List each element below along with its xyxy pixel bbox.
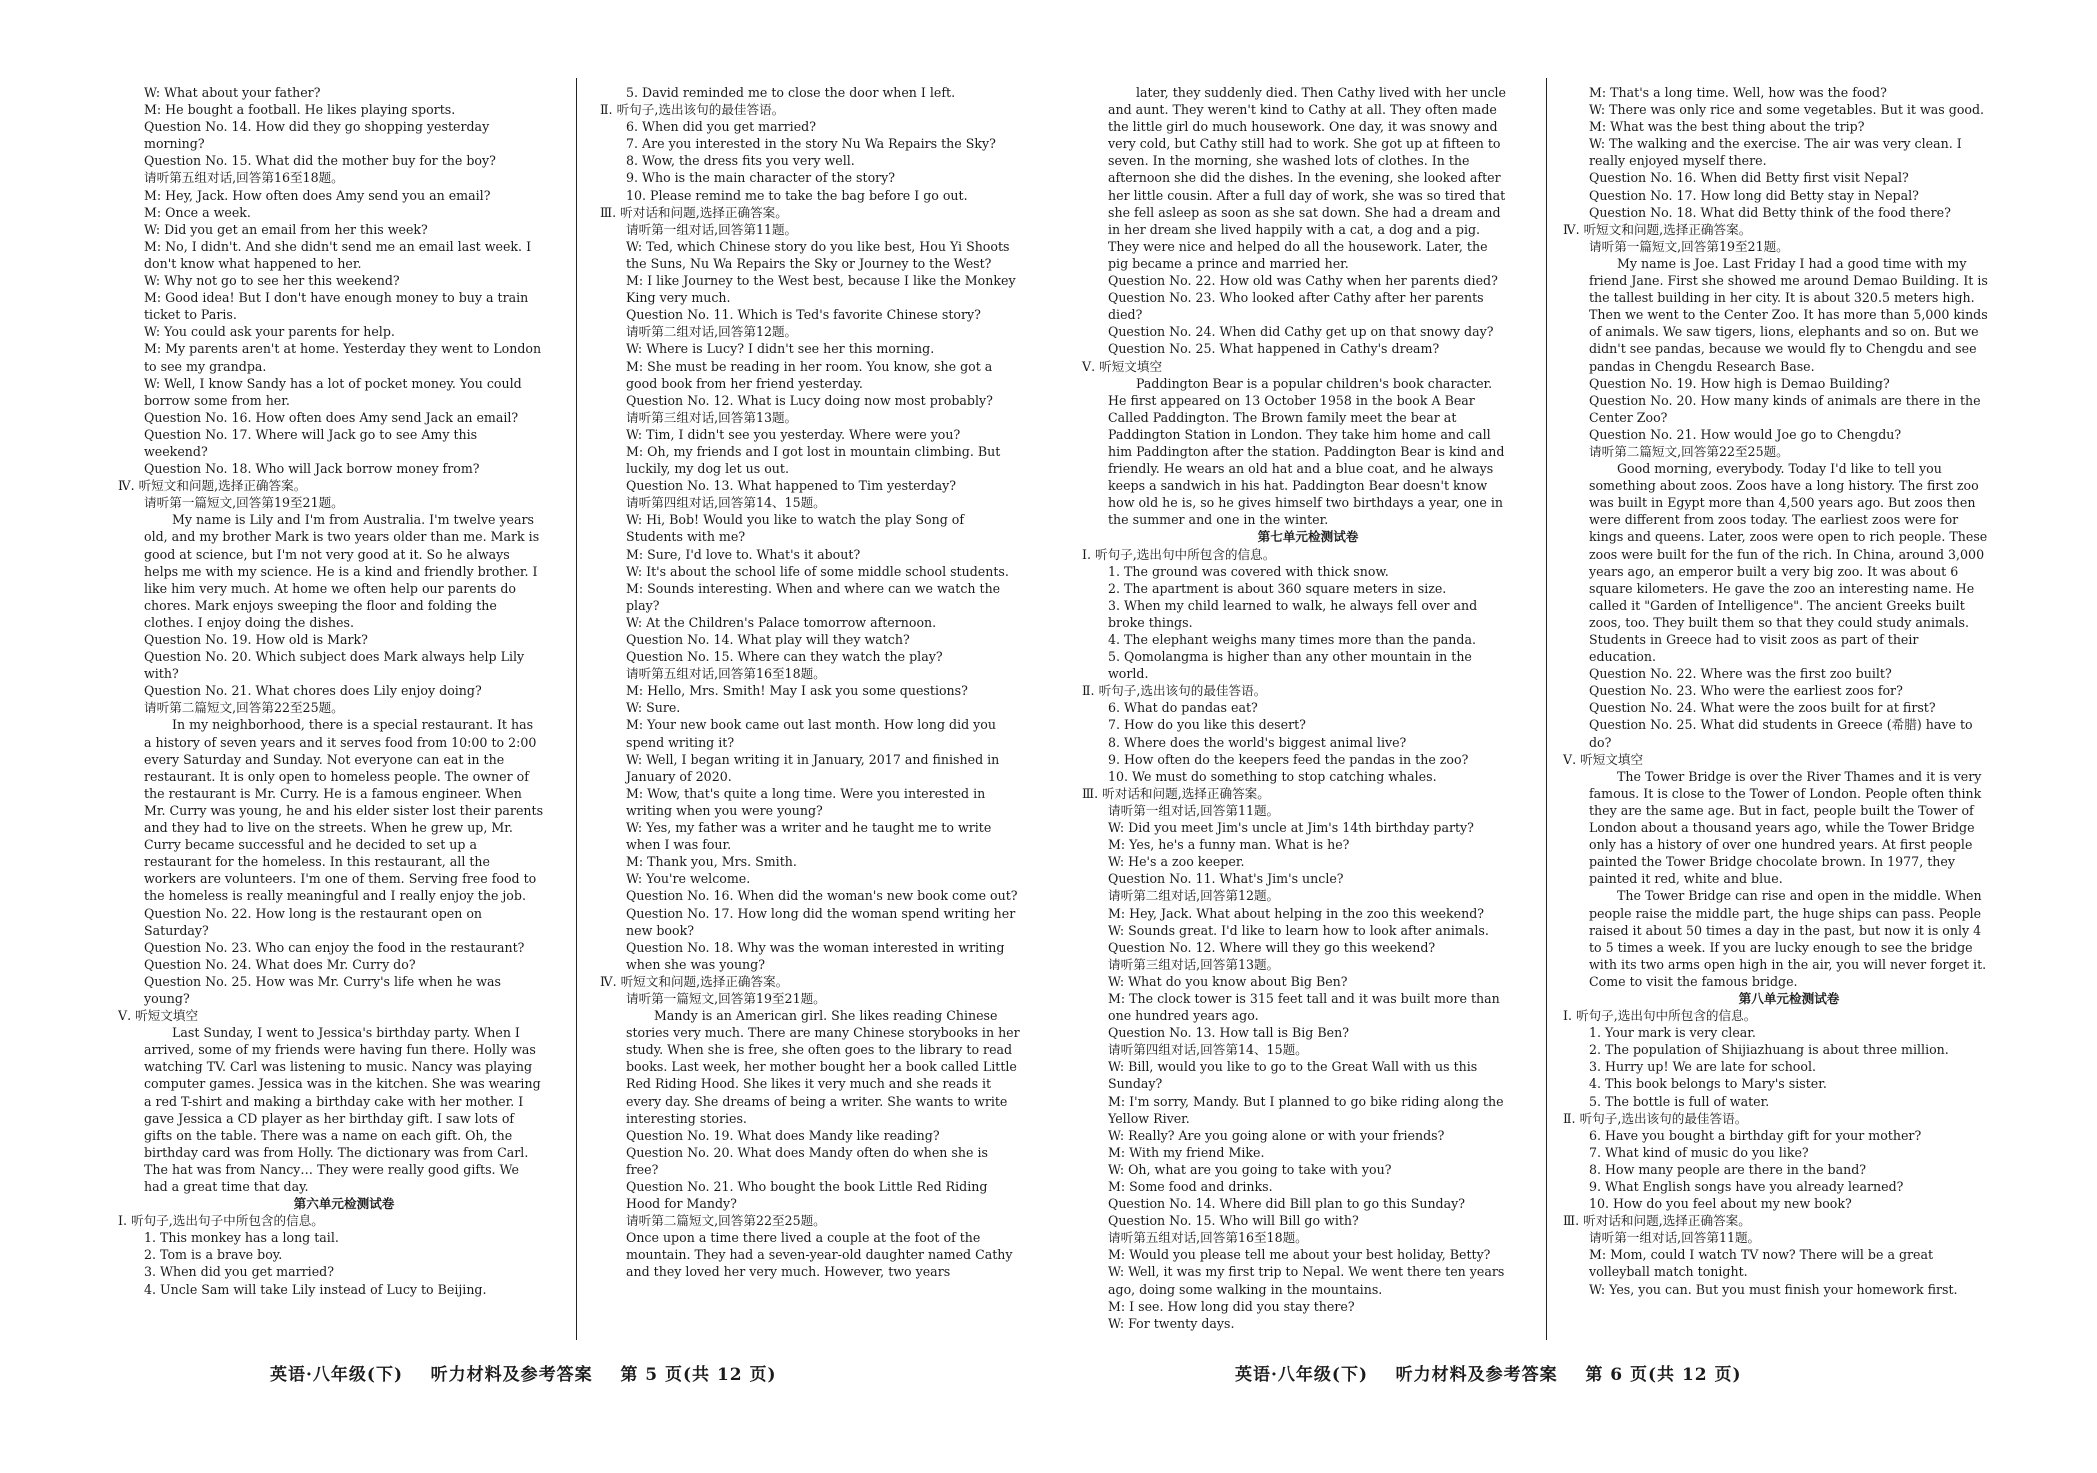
text-line: Question No. 22. Where was the first zoo built? <box>1589 666 1892 682</box>
text-line: 请听第三组对话,回答第13题。 <box>1108 956 1280 972</box>
text-line: M: He bought a football. He likes playing sports. <box>144 102 456 118</box>
text-line: 5. Qomolangma is higher than any other mountain in the world. <box>1108 649 1472 682</box>
text-line: 4. This book belongs to Mary's sister. <box>1589 1076 1827 1092</box>
text-line: W: Well, I began writing it in January, 2017 and finished in January of 2020. <box>626 751 1000 784</box>
text-line: 1. Your mark is very clear. <box>1589 1025 1756 1041</box>
text-line: 请听第五组对话,回答第16至18题。 <box>144 170 344 186</box>
text-line: M: I see. How long did you stay there? <box>1108 1298 1355 1314</box>
text-line: M: The clock tower is 315 feet tall and it was built more than one hundred years ago. <box>1108 990 1500 1024</box>
text-line: W: Yes, my father was a writer and he taught me to write when I was four. <box>626 820 992 853</box>
text-line: Question No. 23. Who looked after Cathy after her parents died? <box>1108 290 1484 323</box>
text-line: Ⅰ. 听句子,选出句中所包含的信息。 <box>1082 546 1276 562</box>
text-line: Question No. 17. How long did the woman spend writing her new book? <box>626 905 1016 938</box>
text-line: Ⅰ. 听句子,选出句子中所包含的信息。 <box>118 1213 324 1229</box>
text-line: Question No. 14. Where did Bill plan to go this Sunday? <box>1108 1196 1465 1212</box>
text-line: 请听第一篇短文,回答第19至21题。 <box>144 495 344 511</box>
text-line: Question No. 15. What did the mother buy for the boy? <box>144 153 496 169</box>
text-line: Paddington Bear is a popular children's book character. He first appeared on 13 October 1958 in the book A Bear Called Paddington. The Brown family meet the bear at Paddington Station in London. They take him home and call him Paddington after the station. Paddington Bear is kind and friendly. He wears an old hat and a blue coat, and he always keeps a sandwich in his hat. Paddington Bear doesn't know how old he is, so he gives himself two birthdays a year, one in the summer and one in the winter. <box>1108 375 1505 528</box>
text-line: M: Yes, he's a funny man. What is he? <box>1108 837 1350 853</box>
text-line: Ⅲ. 听对话和问题,选择正确答案。 <box>1082 785 1270 801</box>
text-line: W: Did you get an email from her this week? <box>144 221 428 237</box>
text-line: W: You could ask your parents for help. <box>144 324 395 340</box>
text-line: Question No. 16. When did Betty first visit Nepal? <box>1589 170 1909 186</box>
text-line: Once upon a time there lived a couple at the foot of the mountain. They had a seven-year-old daughter named Cathy and they loved her very much. However, two years <box>626 1230 1013 1280</box>
text-line: Question No. 21. How would Joe go to Chengdu? <box>1589 426 1902 442</box>
text-line: 8. Wow, the dress fits you very well. <box>626 153 855 169</box>
text-line: Question No. 19. What does Mandy like reading? <box>626 1127 940 1143</box>
text-line: M: Mom, could I watch TV now? There will be a great volleyball match tonight. <box>1589 1247 1934 1280</box>
text-line: 3. When my child learned to walk, he always fell over and broke things. <box>1108 597 1478 630</box>
text-line: 请听第一组对话,回答第11题。 <box>1589 1230 1761 1246</box>
footer-left: 英语·八年级(下) 听力材料及参考答案 第 5 页(共 12 页) <box>270 1365 777 1385</box>
text-line: 第六单元检测试卷 <box>293 1196 395 1212</box>
text-line: 请听第一组对话,回答第11题。 <box>1108 802 1280 818</box>
text-line: Question No. 13. How tall is Big Ben? <box>1108 1025 1349 1041</box>
text-line: The Tower Bridge is over the River Thames and it is very famous. It is close to the Tower of London. People often think they are the same age. But in fact, people built the Tower of London about a thousand years ago, while the Tower Bridge only has a history of over one hundred years. At first people painted the Tower Bridge chocolate brown. In 1977, they painted it red, white and blue. <box>1589 768 1982 887</box>
text-line: W: Well, it was my first trip to Nepal. We went there ten years ago, doing some walking in the mountains. <box>1108 1264 1505 1297</box>
text-line: Question No. 25. What happened in Cathy's dream? <box>1108 341 1440 357</box>
text-line: 9. Who is the main character of the story? <box>626 170 896 186</box>
text-line: Ⅳ. 听短文和问题,选择正确答案。 <box>1563 221 1752 237</box>
text-line: Ⅴ. 听短文填空 <box>1563 751 1644 767</box>
text-line: 请听第二篇短文,回答第22至25题。 <box>1589 443 1789 459</box>
text-line: Question No. 23. Who can enjoy the food in the restaurant? <box>144 939 525 955</box>
text-line: M: Sounds interesting. When and where can we watch the play? <box>626 580 1001 613</box>
text-line: Ⅳ. 听短文和问题,选择正确答案。 <box>118 478 307 494</box>
text-line: Question No. 18. What did Betty think of the food there? <box>1589 204 1951 220</box>
text-line: W: Oh, what are you going to take with you? <box>1108 1161 1392 1177</box>
text-line: Question No. 17. How long did Betty stay in Nepal? <box>1589 187 1919 203</box>
text-line: M: That's a long time. Well, how was the food? <box>1589 85 1887 100</box>
text-line: 7. How do you like this desert? <box>1108 717 1306 733</box>
text-line: 请听第一篇短文,回答第19至21题。 <box>1589 238 1789 254</box>
text-line: Question No. 15. Who will Bill go with? <box>1108 1213 1359 1229</box>
text-line: 10. Please remind me to take the bag before I go out. <box>626 187 968 203</box>
text-line: The Tower Bridge can rise and open in the middle. When people raise the middle part, the huge ships can pass. People raised it about 50 times a day in the past, but now it is only 4 to 5 times a week. If you are lucky enough to see the bridge with its two arms open high in the air, you will never forget it. Come to visit the famous bridge. <box>1589 888 1987 989</box>
text-line: 2. Tom is a brave boy. <box>144 1247 283 1263</box>
text-line: Question No. 20. Which subject does Mark always help Lily with? <box>144 649 525 682</box>
text-line: Question No. 19. How high is Demao Building? <box>1589 375 1890 391</box>
text-line: 4. The elephant weighs many times more than the panda. <box>1108 632 1476 647</box>
text-line: Ⅴ. 听短文填空 <box>118 1008 199 1024</box>
text-line: W: Why not go to see her this weekend? <box>144 273 400 289</box>
text-line: 3. Hurry up! We are late for school. <box>1589 1059 1817 1075</box>
text-line: 请听第二组对话,回答第12题。 <box>626 324 798 340</box>
text-line: Question No. 16. How often does Amy send Jack an email? <box>144 409 519 425</box>
text-line: Question No. 20. What does Mandy often do when she is free? <box>626 1144 988 1177</box>
text-line: W: Well, I know Sandy has a lot of pocket money. You could borrow some from her. <box>144 375 522 408</box>
text-line: 7. What kind of music do you like? <box>1589 1144 1809 1160</box>
text-line: W: Where is Lucy? I didn't see her this morning. <box>626 341 935 357</box>
footer-right: 英语·八年级(下) 听力材料及参考答案 第 6 页(共 12 页) <box>1235 1365 1742 1385</box>
text-line: 请听第五组对话,回答第16至18题。 <box>1108 1230 1308 1246</box>
text-line: Question No. 21. Who bought the book Little Red Riding Hood for Mandy? <box>626 1179 988 1212</box>
text-line: W: There was only rice and some vegetables. But it was good. <box>1589 102 1985 118</box>
text-line: Question No. 21. What chores does Lily enjoy doing? <box>144 683 482 699</box>
text-line: 请听第一篇短文,回答第19至21题。 <box>626 990 826 1006</box>
text-line: Question No. 18. Why was the woman interested in writing when she was young? <box>626 939 1005 972</box>
text-line: 请听第四组对话,回答第14、15题。 <box>1108 1042 1308 1058</box>
text-line: Question No. 14. How did they go shopping yesterday morning? <box>144 119 490 152</box>
column-1 <box>118 84 544 1336</box>
text-line: M: Sure, I'd love to. What's it about? <box>626 546 861 562</box>
text-line: Question No. 15. Where can they watch the play? <box>626 649 943 665</box>
text-line: Question No. 12. Where will they go this weekend? <box>1108 939 1436 955</box>
text-line: In my neighborhood, there is a special restaurant. It has a history of seven years and it serves food from 10:00 to 2:00 every Saturday and Sunday. Not everyone can eat in the restaurant. It is only open to homeless people. The owner of the restaurant is Mr. Curry. He is a famous engineer. When Mr. Curry was young, he and his elder sister lost their parents and they had to live on the streets. When he grew up, Mr. Curry became successful and he decided to set up a restaurant for the homeless. In this restaurant, all the workers are volunteers. I'm one of them. Serving free food to the homeless is really meaningful and I really enjoy the job. <box>144 717 544 904</box>
text-line: W: Did you meet Jim's uncle at Jim's 14th birthday party? <box>1108 820 1474 836</box>
text-line: M: Once a week. <box>144 204 251 220</box>
text-line: W: For twenty days. <box>1108 1315 1235 1331</box>
text-line: 2. The population of Shijiazhuang is about three million. <box>1589 1042 1949 1058</box>
text-line: My name is Joe. Last Friday I had a good time with my friend Jane. First she showed me around Demao Building. It is the tallest building in her city. It is about 320.5 meters high. Then we went to the Center Zoo. It has more than 5,000 kinds of animals. We saw tigers, lions, elephants and so on. But we didn't see pandas, because we would fly to Chengdu and see pandas in Chengdu Research Base. <box>1589 255 1988 374</box>
text-line: Question No. 11. Which is Ted's favorite Chinese story? <box>626 307 981 323</box>
text-line: Question No. 22. How long is the restaurant open on Saturday? <box>144 905 483 938</box>
text-line: Question No. 13. What happened to Tim yesterday? <box>626 478 957 494</box>
text-line: M: What was the best thing about the trip? <box>1589 119 1865 135</box>
text-line: Question No. 23. Who were the earliest zoos for? <box>1589 683 1903 699</box>
text-line: M: My parents aren't at home. Yesterday they went to London to see my grandpa. <box>144 341 542 374</box>
text-line: M: Wow, that's quite a long time. Were you interested in writing when you were young? <box>626 785 986 818</box>
text-line: M: Would you please tell me about your best holiday, Betty? <box>1108 1247 1491 1263</box>
text-line: Question No. 18. Who will Jack borrow money from? <box>144 461 480 477</box>
text-line: Question No. 24. When did Cathy get up on that snowy day? <box>1108 324 1494 340</box>
text-line: 6. Have you bought a birthday gift for your mother? <box>1589 1127 1922 1143</box>
text-line: M: Hey, Jack. How often does Amy send you an email? <box>144 187 491 203</box>
text-line: Mandy is an American girl. She likes reading Chinese stories very much. There are many Chinese storybooks in her study. When she is free, she often goes to the library to read books. Last week, her mother bought her a book called Little Red Riding Hood. She likes it very much and she reads it every day. She dreams of being a writer. She wants to write interesting stories. <box>626 1008 1020 1126</box>
text-line: 3. When did you get married? <box>144 1264 334 1280</box>
text-line: Ⅲ. 听对话和问题,选择正确答案。 <box>600 204 788 220</box>
text-line: W: He's a zoo keeper. <box>1108 854 1245 870</box>
text-line: Ⅲ. 听对话和问题,选择正确答案。 <box>1563 1213 1751 1229</box>
text-line: 请听第五组对话,回答第16至18题。 <box>626 666 826 682</box>
text-line: Question No. 25. How was Mr. Curry's life when he was young? <box>144 973 501 1006</box>
text-line: 4. Uncle Sam will take Lily instead of Lucy to Beijing. <box>144 1281 487 1297</box>
text-line: W: Tim, I didn't see you yesterday. Where were you? <box>626 426 961 442</box>
column-divider <box>1546 78 1547 1340</box>
text-line: W: Sure. <box>626 700 681 716</box>
text-line: 7. Are you interested in the story Nu Wa Repairs the Sky? <box>626 136 996 152</box>
text-line: My name is Lily and I'm from Australia. I'm twelve years old, and my brother Mark is two years older than me. Mark is good at science, but I'm not very good at it. So he always helps me with my science. He is a kind and friendly brother. I like him very much. At home we often help our parents do chores. Mark enjoys sweeping the floor and folding the clothes. I enjoy doing the dishes. <box>144 512 540 630</box>
text-line: 6. When did you get married? <box>626 119 816 135</box>
text-line: W: Yes, you can. But you must finish your homework first. <box>1589 1281 1958 1297</box>
text-line: M: With my friend Mike. <box>1108 1144 1265 1160</box>
text-line: W: Ted, which Chinese story do you like best, Hou Yi Shoots the Suns, Nu Wa Repairs the Sky or Journey to the West? <box>626 238 1010 271</box>
text-line: 请听第二组对话,回答第12题。 <box>1108 888 1280 904</box>
text-line: W: Bill, would you like to go to the Great Wall with us this Sunday? <box>1108 1059 1478 1092</box>
text-line: 5. The bottle is full of water. <box>1589 1093 1770 1109</box>
text-line: W: Sounds great. I'd like to learn how to look after animals. <box>1108 922 1489 938</box>
text-line: W: It's about the school life of some middle school students. <box>626 563 1009 579</box>
text-line: M: Hello, Mrs. Smith! May I ask you some questions? <box>626 683 968 699</box>
text-line: Ⅱ. 听句子,选出该句的最佳答语。 <box>1563 1110 1748 1126</box>
text-line: M: No, I didn't. And she didn't send me an email last week. I don't know what happened to her. <box>144 238 532 271</box>
text-line: W: The walking and the exercise. The air was very clean. I really enjoyed myself there. <box>1589 136 1962 169</box>
text-line: M: Thank you, Mrs. Smith. <box>626 854 797 870</box>
text-line: W: You're welcome. <box>626 871 751 887</box>
text-line: Ⅴ. 听短文填空 <box>1082 358 1163 374</box>
text-line: 请听第二篇短文,回答第22至25题。 <box>144 700 344 716</box>
text-line: 第八单元检测试卷 <box>1738 990 1840 1006</box>
text-line: W: At the Children's Palace tomorrow afternoon. <box>626 614 937 630</box>
text-line: 6. What do pandas eat? <box>1108 700 1258 716</box>
text-line: W: What do you know about Big Ben? <box>1108 973 1348 989</box>
text-line: M: Oh, my friends and I got lost in mountain climbing. But luckily, my dog let us out. <box>626 443 1001 477</box>
text-line: 2. The apartment is about 360 square meters in size. <box>1108 580 1447 596</box>
text-line: 10. How do you feel about my new book? <box>1589 1196 1852 1212</box>
text-line: Question No. 20. How many kinds of animals are there in the Center Zoo? <box>1589 392 1981 425</box>
text-line: 1. This monkey has a long tail. <box>144 1230 339 1246</box>
text-line: Question No. 14. What play will they watch? <box>626 632 910 647</box>
text-line: M: Hey, Jack. What about helping in the zoo this weekend? <box>1108 905 1485 921</box>
text-line: Question No. 25. What did students in Greece (希腊) have to do? <box>1589 717 1973 750</box>
text-line: 9. What English songs have you already learned? <box>1589 1179 1904 1194</box>
column-divider <box>576 78 577 1340</box>
text-line: W: What about your father? <box>144 85 321 100</box>
text-line: 8. Where does the world's biggest animal live? <box>1108 734 1407 750</box>
column-3 <box>1082 84 1508 1336</box>
text-line: W: Hi, Bob! Would you like to watch the play Song of Students with me? <box>626 512 965 545</box>
text-line: 9. How often do the keepers feed the pandas in the zoo? <box>1108 751 1469 767</box>
text-line: Question No. 22. How old was Cathy when her parents died? <box>1108 273 1498 289</box>
text-line: Ⅱ. 听句子,选出该句的最佳答语。 <box>1082 683 1267 699</box>
text-line: Ⅰ. 听句子,选出句中所包含的信息。 <box>1563 1008 1757 1024</box>
text-line: Question No. 19. How old is Mark? <box>144 632 368 647</box>
text-line: Good morning, everybody. Today I'd like to tell you something about zoos. Zoos have a long history. The first zoo was built in Egypt more than 4,500 years ago. But zoos then were different from zoos today. The earliest zoos were for kings and queens. Later, zoos were open to rich people. These zoos were built for the fun of the rich. In China, around 3,000 years ago, an emperor built a very big zoo. It was about 6 square kilometers. He gave the zoo an interesting name. He called it "Garden of Intelligence". The ancient Greeks built zoos, too. They built them so that they could study animals. Students in Greece had to visit zoos as part of their education. <box>1589 461 1988 665</box>
text-line: Question No. 24. What does Mr. Curry do? <box>144 956 416 972</box>
text-line: 请听第二篇短文,回答第22至25题。 <box>626 1213 826 1229</box>
text-line: Question No. 17. Where will Jack go to see Amy this weekend? <box>144 426 478 459</box>
text-line: Question No. 11. What's Jim's uncle? <box>1108 871 1344 887</box>
text-line: W: Really? Are you going alone or with your friends? <box>1108 1127 1445 1143</box>
text-line: Ⅳ. 听短文和问题,选择正确答案。 <box>600 973 789 989</box>
text-line: Question No. 16. When did the woman's new book come out? <box>626 888 1018 904</box>
text-line: 8. How many people are there in the band? <box>1589 1161 1867 1177</box>
text-line: M: Good idea! But I don't have enough money to buy a train ticket to Paris. <box>144 290 529 323</box>
column-2 <box>600 84 1021 1336</box>
text-line: M: She must be reading in her room. You know, she got a good book from her friend yesterday. <box>626 358 993 391</box>
text-line: Question No. 24. What were the zoos built for at first? <box>1589 700 1936 716</box>
text-line: 第七单元检测试卷 <box>1257 529 1359 545</box>
text-line: 1. The ground was covered with thick snow. <box>1108 563 1389 579</box>
text-line: M: Some food and drinks. <box>1108 1179 1273 1194</box>
text-line: Last Sunday, I went to Jessica's birthday party. When I arrived, some of my friends were having fun there. Holly was watching TV. Carl was listening to music. Nancy was playing computer games. Jessica was in the kitchen. She was wearing a red T-shirt and making a birthday cake with her mother. I gave Jessica a CD player as her birthday gift. I saw lots of gifts on the table. There was a name on each gift. Oh, the birthday card was from Holly. The dictionary was from Carl. The hat was from Nancy… They were really good gifts. We had a great time that day. <box>144 1025 541 1194</box>
text-line: M: Your new book came out last month. How long did you spend writing it? <box>626 717 996 750</box>
text-line: 请听第三组对话,回答第13题。 <box>626 409 798 425</box>
text-line: M: I'm sorry, Mandy. But I planned to go bike riding along the Yellow River. <box>1108 1093 1504 1126</box>
text-line: 请听第四组对话,回答第14、15题。 <box>626 495 826 511</box>
text-line: Question No. 12. What is Lucy doing now most probably? <box>626 392 993 408</box>
text-line: 10. We must do something to stop catching whales. <box>1108 768 1437 784</box>
column-4 <box>1563 84 1989 1336</box>
text-line: Ⅱ. 听句子,选出该句的最佳答语。 <box>600 102 785 118</box>
text-line: M: I like Journey to the West best, because I like the Monkey King very much. <box>626 273 1016 306</box>
text-line: later, they suddenly died. Then Cathy lived with her uncle and aunt. They weren't kind to Cathy at all. They often made the little girl do much housework. One day, it was snowy and very cold, but Cathy still had to work. She got up at fifteen to seven. In the morning, she washed lots of clothes. In the afternoon she did the dishes. In the evening, she looked after her little cousin. After a full day of work, she was so tired that she fell asleep as soon as she sat down. She had a dream and in her dream she lived happily with a cat, a dog and a pig. They were nice and helped do all the housework. Later, the pig became a prince and married her. <box>1108 85 1506 271</box>
text-line: 5. David reminded me to close the door when I left. <box>626 85 956 100</box>
text-line: 请听第一组对话,回答第11题。 <box>626 221 798 237</box>
